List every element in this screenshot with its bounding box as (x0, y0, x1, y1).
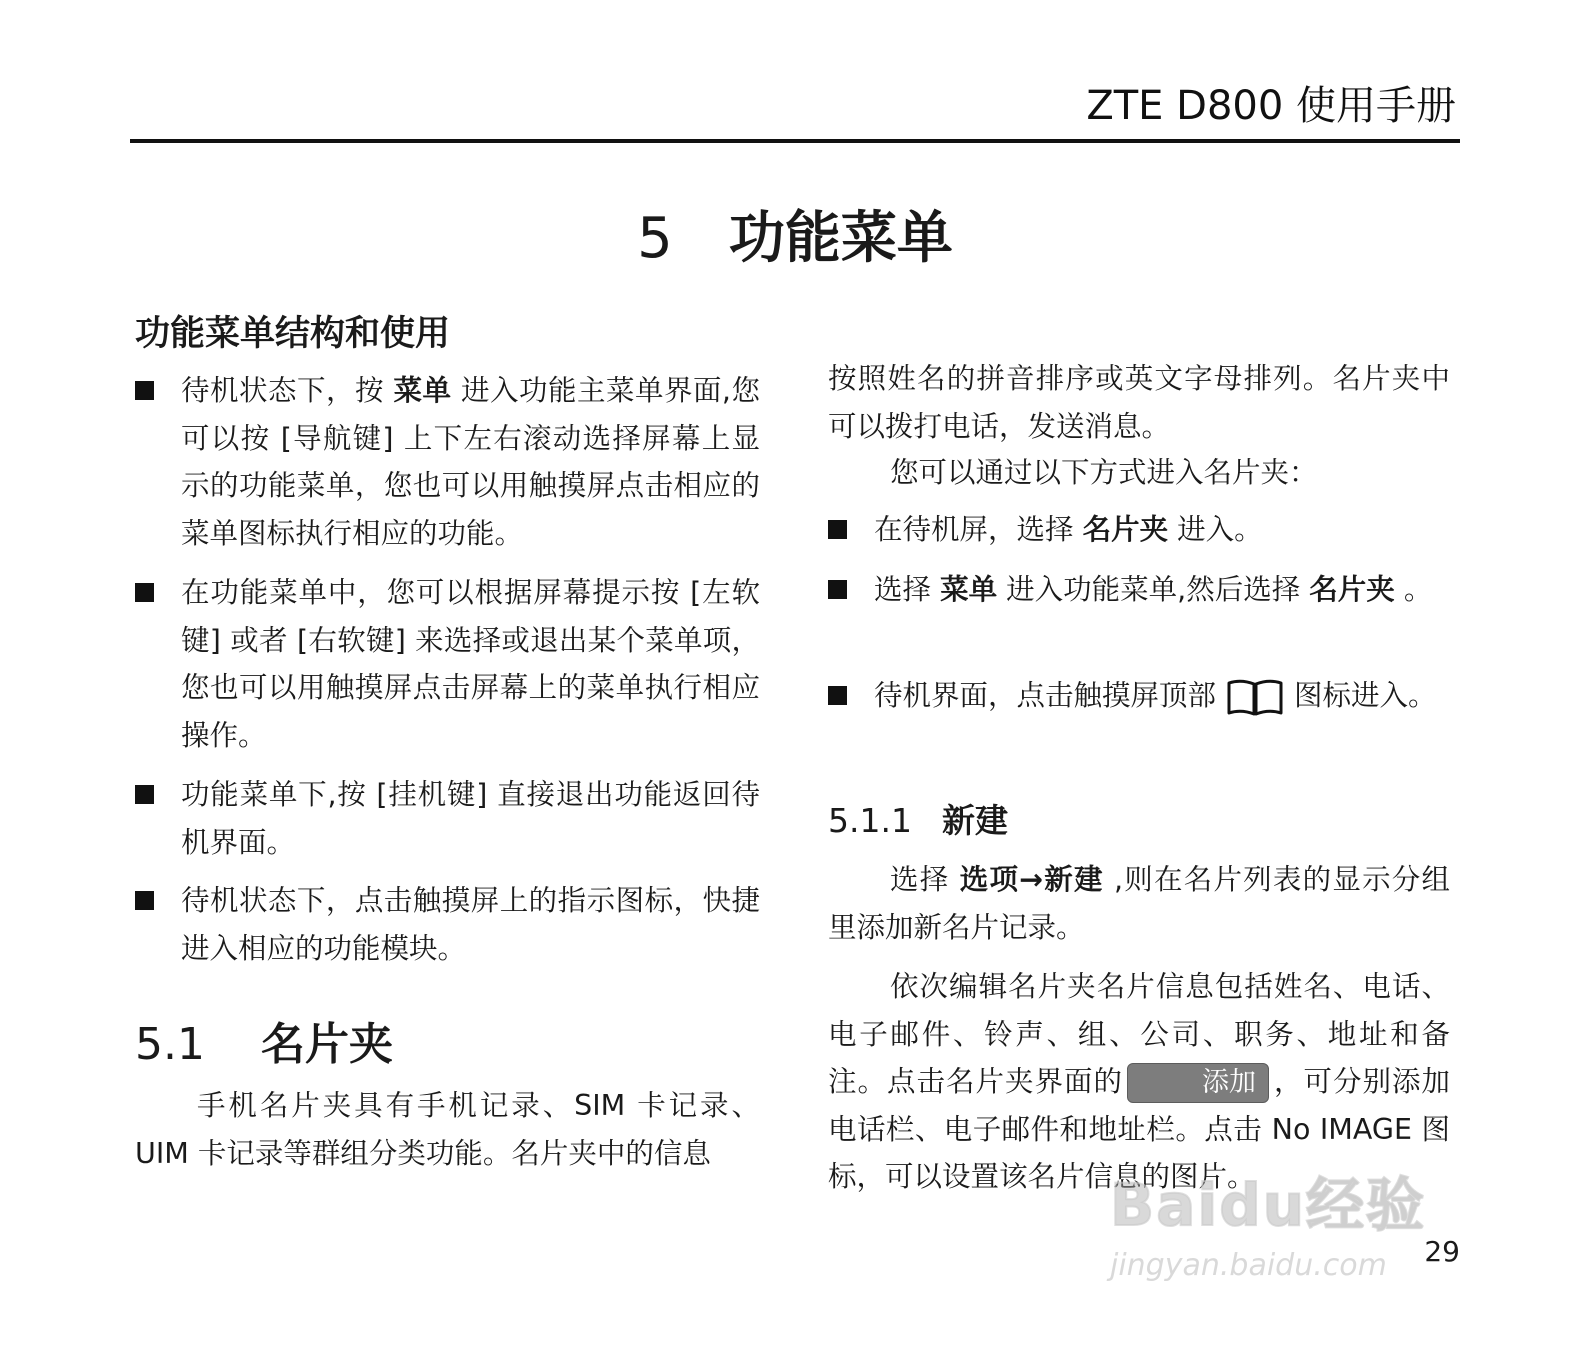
list-item (135, 367, 760, 557)
list-item-text: 功能菜单下,按 [挂机键] 直接退出功能返回待机界面。 (181, 778, 760, 859)
list-item (828, 506, 1450, 554)
chapter-title (130, 205, 1460, 272)
list-item (135, 569, 760, 759)
bullet-square-icon (828, 686, 847, 705)
manual-title: ZTE D800 使用手册 (1086, 83, 1456, 129)
list-item-text: 待机界面，点击触摸屏顶部 图标进入。 (874, 672, 1450, 720)
list-item-text: 待机状态下，点击触摸屏上的指示图标，快捷进入相应的功能模块。 (181, 884, 760, 965)
add-button[interactable]: 添加 (1127, 1063, 1269, 1103)
bullet-square-icon (135, 785, 154, 804)
list-item (135, 771, 760, 866)
bullet-square-icon (828, 520, 847, 539)
intro-paragraph: 您可以通过以下方式进入名片夹： (890, 456, 1318, 489)
list-item-text: 待机状态下，按 菜单 进入功能主菜单界面,您可以按 [导航键] 上下左右滚动选择屏幕上显示的功能菜单，您也可以用触摸屏点击相应的菜单图标执行相应的功能。 (181, 374, 760, 550)
page-number: 29 (1424, 1235, 1460, 1268)
chapter-number: 5 (637, 206, 673, 271)
new-contact-paragraph: 选择 选项→新建 ,则在名片列表的显示分组里添加新名片记录。 (828, 863, 1451, 944)
section-5-1-paragraph: 手机名片夹具有手机记录、SIM 卡记录、UIM 卡记录等群组分类功能。名片夹中的信息 (135, 1089, 760, 1170)
chapter-name: 功能菜单 (728, 206, 953, 271)
bullet-square-icon (135, 381, 154, 400)
watermark-url: jingyan.baidu.com (1110, 1248, 1387, 1283)
watermark-logo: Baidu经验 (1110, 1171, 1427, 1239)
bullet-square-icon (135, 583, 154, 602)
list-item (828, 672, 1450, 720)
section-heading: 功能菜单结构和使用 (135, 314, 451, 354)
section-5-1-title: 5.1 名片夹 (135, 1019, 393, 1070)
list-item (828, 566, 1450, 614)
list-item-text: 在功能菜单中，您可以根据屏幕提示按 [左软键] 或者 [右软键] 来选择或退出某个菜单项，您也可以用触摸屏点击屏幕上的菜单执行相应操作。 (181, 576, 760, 752)
list-item-text: 选择 菜单 进入功能菜单,然后选择 名片夹 。 (874, 573, 1433, 606)
list-item (135, 877, 760, 972)
subsection-5-1-1-title: 5.1.1 新建 (828, 801, 1008, 840)
bullet-square-icon (135, 891, 154, 910)
book-icon (1226, 677, 1284, 717)
continued-paragraph: 按照姓名的拼音排序或英文字母排列。名片夹中可以拨打电话，发送消息。 (828, 362, 1450, 443)
bullet-square-icon (828, 580, 847, 599)
header-divider (130, 139, 1460, 143)
list-item-text: 在待机屏，选择 名片夹 进入。 (874, 513, 1263, 546)
edit-contact-paragraph: 依次编辑名片夹名片信息包括姓名、电话、电子邮件、铃声、组、公司、职务、地址和备注。点击名片夹界面的 添加 ，可分别添加电话栏、电子邮件和地址栏。点击 No IMAGE 图标，可以设置该名片信息的图片。 (828, 970, 1450, 1193)
